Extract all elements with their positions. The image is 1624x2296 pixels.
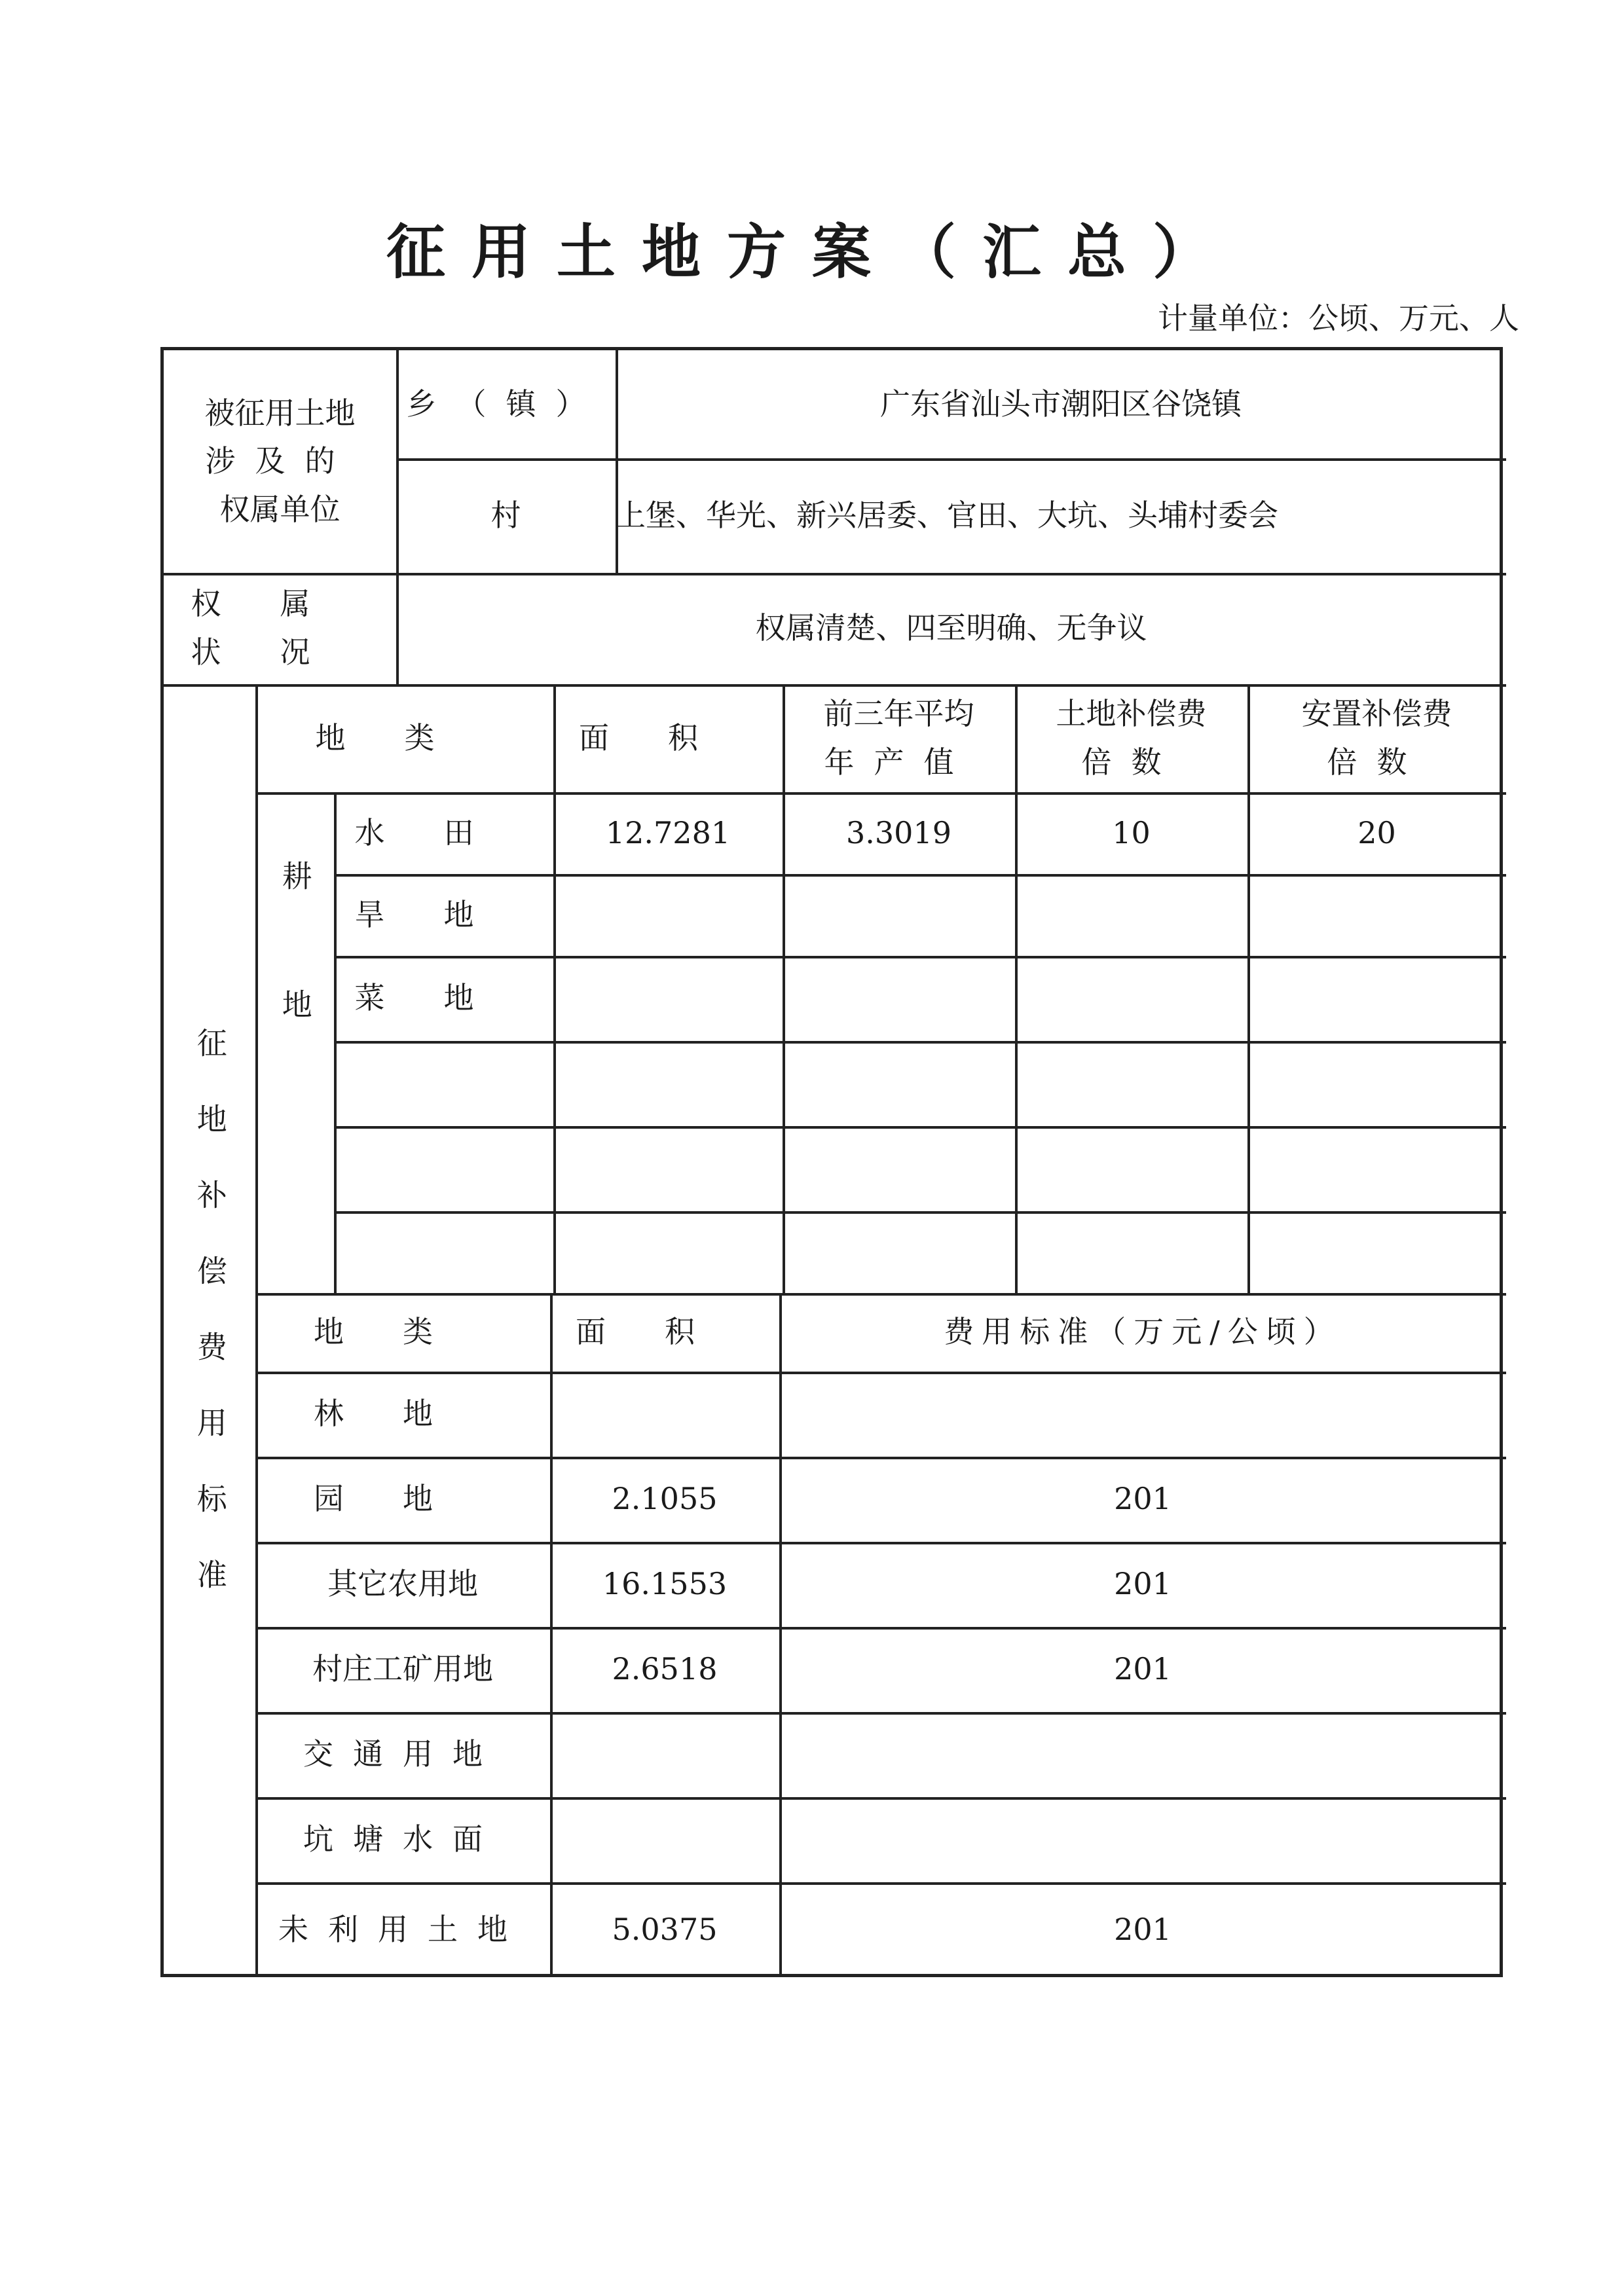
farmland-group-label: 耕地 <box>277 860 313 1117</box>
farmland-header-resettle-line2: 倍数 <box>1327 744 1427 780</box>
land-table <box>160 347 1503 1977</box>
other-type: 交通用地 <box>303 1736 502 1772</box>
farmland-header-land-line1: 土地补偿费 <box>1056 695 1207 731</box>
other-area: 5.0375 <box>612 1911 718 1947</box>
compensation-label: 征地补偿费用标准 <box>192 1027 228 1635</box>
farmland-land: 10 <box>1112 814 1151 850</box>
ownership-label-line1: 被征用土地 <box>204 395 356 431</box>
farmland-header-land <box>1015 684 1247 792</box>
farmland-area: 12.7281 <box>605 814 731 850</box>
status-value: 权属清楚、四至明确、无争议 <box>755 610 1147 646</box>
farmland-header-avg <box>783 684 1015 792</box>
status-label-line2: 状况 <box>191 634 369 670</box>
farmland-header-resettle <box>1247 684 1506 792</box>
other-area: 2.1055 <box>612 1481 718 1517</box>
town-label: 乡（镇） <box>406 386 606 422</box>
farmland-resettle: 20 <box>1357 814 1396 850</box>
farmland-type: 水田 <box>354 814 533 850</box>
farmland-header-avg-line1: 前三年平均 <box>823 695 974 731</box>
farmland-header-resettle-line1: 安置补偿费 <box>1301 695 1452 731</box>
town-value: 广东省汕头市潮阳区谷饶镇 <box>880 386 1242 422</box>
unit-note: 计量单位：公顷、万元、人 <box>1158 301 1519 336</box>
other-header-type: 地类 <box>314 1314 492 1350</box>
other-type: 园地 <box>314 1481 492 1517</box>
other-type: 未利用土地 <box>278 1911 527 1947</box>
other-standard: 201 <box>1114 1481 1172 1517</box>
ownership-label <box>164 350 396 573</box>
status-label-line1: 权属 <box>191 586 369 622</box>
village-value: 上堡、华光、新兴居委、官田、大坑、头埔村委会 <box>616 497 1278 533</box>
farmland-type: 旱地 <box>354 896 533 932</box>
other-header-standard: 费用标准（万元/公顷） <box>944 1314 1342 1350</box>
farmland-header-area: 面积 <box>579 720 757 756</box>
ownership-label-line2: 涉及的 <box>205 443 355 479</box>
other-area: 16.1553 <box>602 1566 728 1602</box>
other-standard: 201 <box>1114 1911 1172 1947</box>
other-type: 其它农用地 <box>327 1566 478 1602</box>
status-label <box>164 573 396 684</box>
farmland-header-type: 地类 <box>315 720 494 756</box>
village-label: 村 <box>490 497 521 533</box>
farmland-header-avg-line2: 年产值 <box>824 744 974 780</box>
other-standard: 201 <box>1114 1651 1172 1687</box>
farmland-avg: 3.3019 <box>846 814 951 850</box>
other-type: 坑塘水面 <box>303 1821 502 1857</box>
farmland-header-land-line2: 倍数 <box>1081 744 1181 780</box>
other-header-area: 面积 <box>576 1314 754 1350</box>
page-title: 征用土地方案（汇总） <box>386 217 1238 287</box>
other-type: 村庄工矿用地 <box>312 1651 493 1687</box>
other-standard: 201 <box>1114 1566 1172 1602</box>
ownership-label-line3: 权属单位 <box>219 491 341 527</box>
other-area: 2.6518 <box>612 1651 718 1687</box>
other-type: 林地 <box>314 1396 492 1432</box>
farmland-type: 菜地 <box>354 980 533 1016</box>
